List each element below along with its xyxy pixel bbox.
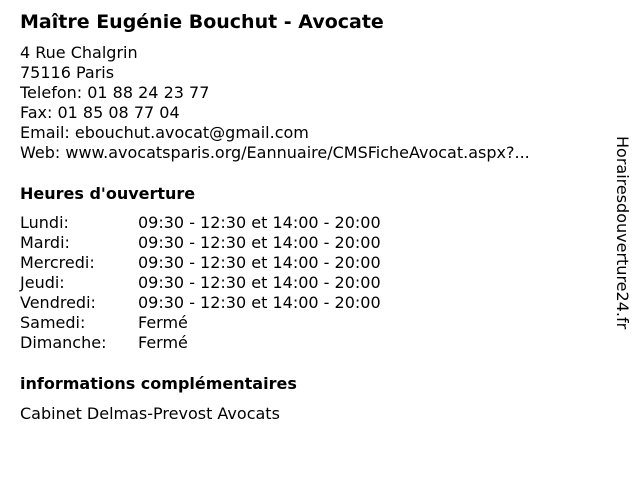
additional-info-text: Cabinet Delmas-Prevost Avocats — [20, 404, 280, 423]
day-label: Samedi: — [20, 313, 86, 332]
time-value: 09:30 - 12:30 et 14:00 - 20:00 — [138, 293, 381, 312]
opening-hours-heading: Heures d'ouverture — [20, 184, 196, 203]
time-value: Fermé — [138, 313, 188, 332]
website-url: Web: www.avocatsparis.org/Eannuaire/CMSFicheAvocat.aspx?... — [20, 143, 530, 162]
street-address: 4 Rue Chalgrin — [20, 43, 138, 62]
time-value: 09:30 - 12:30 et 14:00 - 20:00 — [138, 273, 381, 292]
fax-number: Fax: 01 85 08 77 04 — [20, 103, 180, 122]
contact-block — [20, 43, 530, 163]
site-watermark: Horairesdouverture24.fr — [613, 136, 632, 330]
time-value: 09:30 - 12:30 et 14:00 - 20:00 — [138, 253, 381, 272]
day-label: Lundi: — [20, 213, 69, 232]
day-label: Mardi: — [20, 233, 70, 252]
day-label: Mercredi: — [20, 253, 95, 272]
time-value: Fermé — [138, 333, 188, 352]
day-label: Jeudi: — [20, 273, 65, 292]
day-label: Dimanche: — [20, 333, 107, 352]
email-address: Email: ebouchut.avocat@gmail.com — [20, 123, 309, 142]
time-value: 09:30 - 12:30 et 14:00 - 20:00 — [138, 233, 381, 252]
page-title: Maître Eugénie Bouchut - Avocate — [20, 11, 384, 33]
additional-info-heading: informations complémentaires — [20, 374, 297, 393]
city-address: 75116 Paris — [20, 63, 115, 82]
day-label: Vendredi: — [20, 293, 96, 312]
time-value: 09:30 - 12:30 et 14:00 - 20:00 — [138, 213, 381, 232]
phone-number: Telefon: 01 88 24 23 77 — [20, 83, 210, 102]
